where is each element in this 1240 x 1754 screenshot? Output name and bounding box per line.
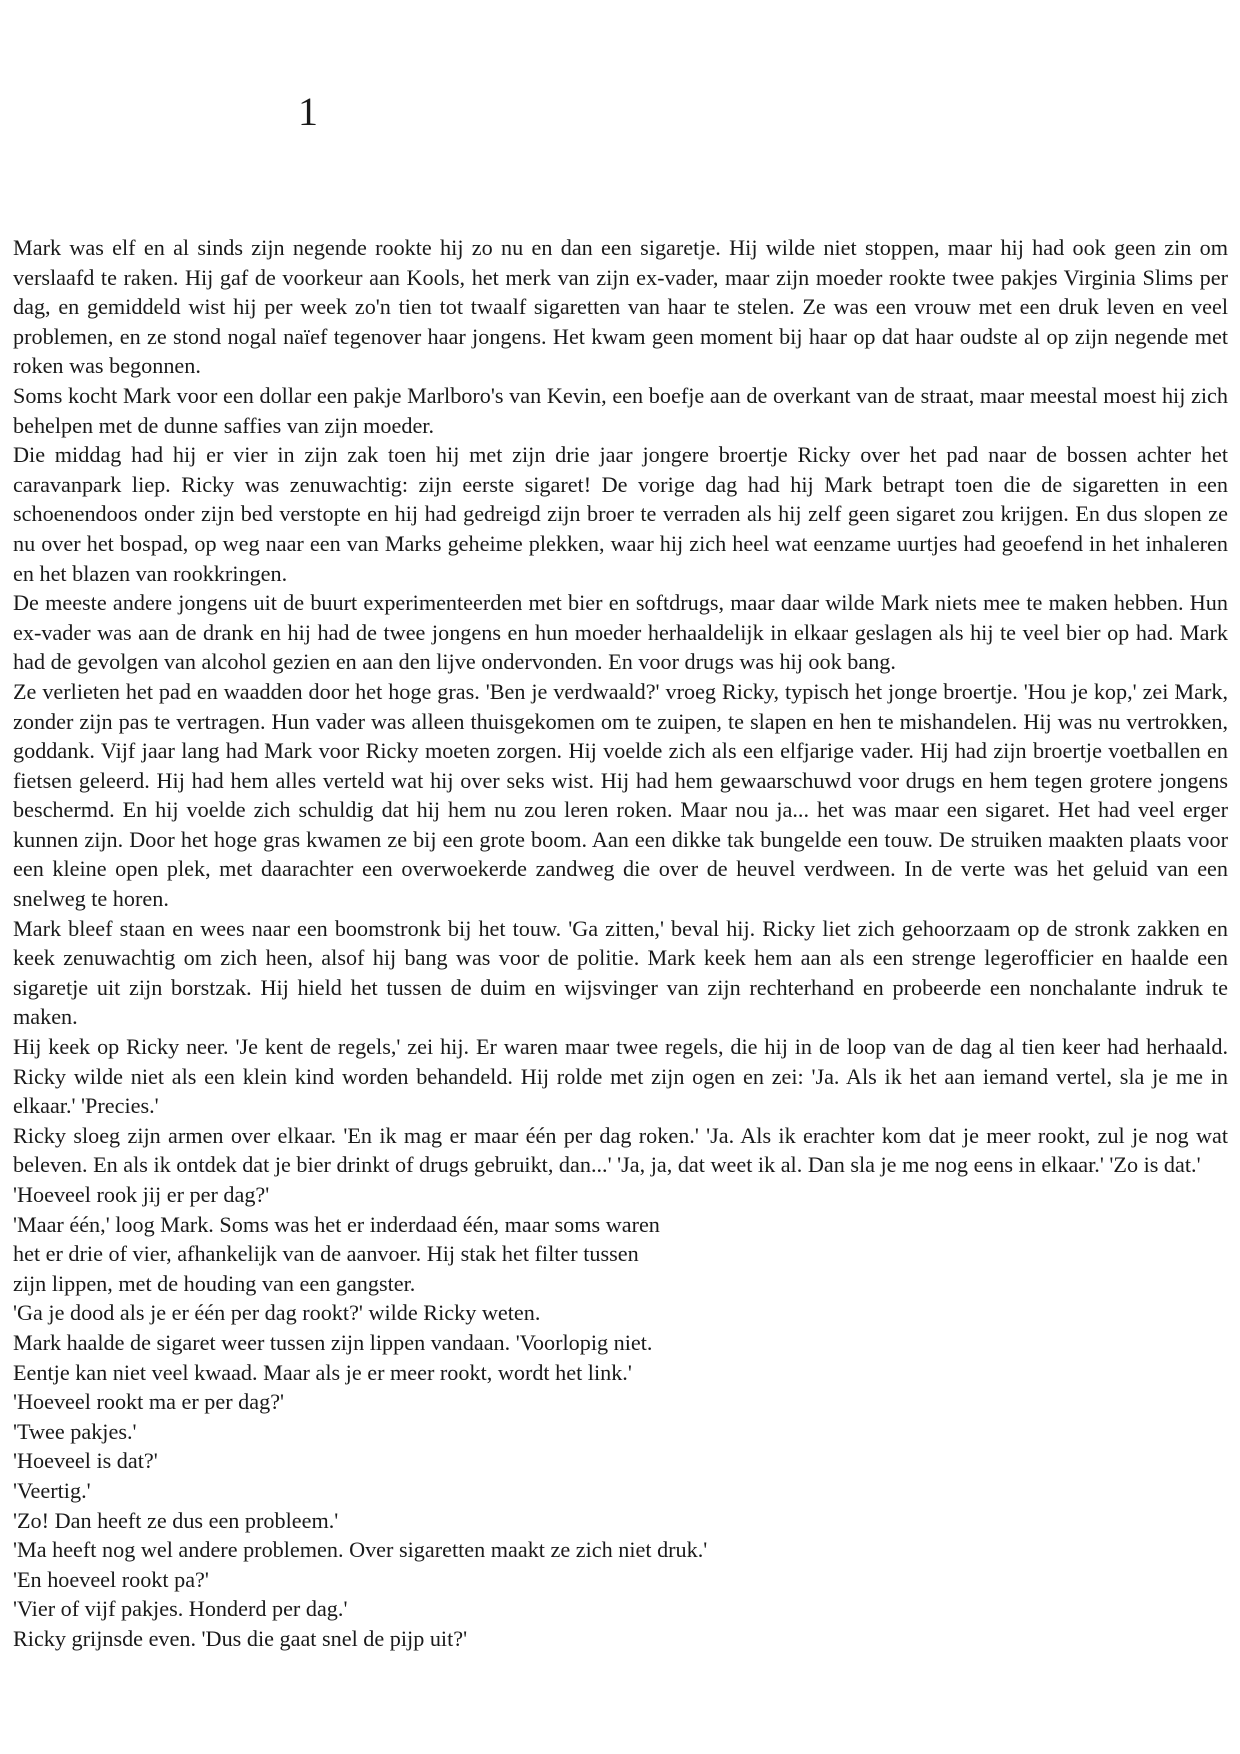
chapter-body <box>13 233 1228 1654</box>
dialogue-line: Eentje kan niet veel kwaad. Maar als je er meer rookt, wordt het link.' <box>13 1359 632 1385</box>
dialogue-line: 'Ga je dood als je er één per dag rookt?' wilde Ricky weten. <box>13 1300 541 1326</box>
dialogue-line: 'En hoeveel rookt pa?' <box>13 1566 209 1592</box>
dialogue-line: 'Veertig.' <box>13 1477 91 1503</box>
dialogue-line: 'Maar één,' loog Mark. Soms was het er inderdaad één, maar soms waren <box>13 1211 660 1237</box>
dialogue-line: 'Zo! Dan heeft ze dus een probleem.' <box>13 1507 339 1533</box>
paragraph: Hij keek op Ricky neer. 'Je kent de regels,' zei hij. Er waren maar twee regels, die hij in de loop van de dag al tien keer had herhaald. Ricky wilde niet als een klein kind worden behandeld. Hij rolde met zijn ogen en zei: 'Ja. Als ik het aan iemand vertel, sla je me in elkaar.' 'Precies.' <box>13 1034 1228 1119</box>
paragraph: Mark was elf en al sinds zijn negende rookte hij zo nu en dan een sigaretje. Hij wilde niet stoppen, maar hij had ook geen zin om verslaafd te raken. Hij gaf de voorkeur aan Kools, het merk van zijn ex-vader, maar zijn moeder rookte twee pakjes Virginia Slims per dag, en gemiddeld wist hij per week zo'n tien tot twaalf sigaretten van haar te stelen. Ze was een vrouw met een druk leven en veel problemen, en ze stond nogal naïef tegenover haar jongens. Het kwam geen moment bij haar op dat haar oudste al op zijn negende met roken was begonnen. <box>13 235 1228 379</box>
paragraph: De meeste andere jongens uit de buurt experimenteerden met bier en softdrugs, maar daar wilde Mark niets mee te maken hebben. Hun ex-vader was aan de drank en hij had de twee jongens en hun moeder herhaaldelijk in elkaar geslagen als hij te veel bier op had. Mark had de gevolgen van alcohol gezien en aan den lijve ondervonden. En voor drugs was hij ook bang. <box>13 590 1228 675</box>
paragraph: Ze verlieten het pad en waadden door het hoge gras. 'Ben je verdwaald?' vroeg Ricky, typisch het jonge broertje. 'Hou je kop,' zei Mark, zonder zijn pas te vertragen. Hun vader was alleen thuisgekomen om te zuipen, te slapen en hen te mishandelen. Hij was nu vertrokken, goddank. Vijf jaar lang had Mark voor Ricky moeten zorgen. Hij voelde zich als een elfjarige vader. Hij had zijn broertje voetballen en fietsen geleerd. Hij had hem alles verteld wat hij over seks wist. Hij had hem gewaarschuwd voor drugs en hem tegen grotere jongens beschermd. En hij voelde zich schuldig dat hij hem nu zou leren roken. Maar nou ja... het was maar een sigaret. Het had veel erger kunnen zijn. Door het hoge gras kwamen ze bij een grote boom. Aan een dikke tak bungelde een touw. De struiken maakten plaats voor een kleine open plek, met daarachter een overwoekerde zandweg die over de heuvel verdween. In de verte was het geluid van een snelweg te horen. <box>13 678 1228 912</box>
dialogue-line: 'Vier of vijf pakjes. Honderd per dag.' <box>13 1596 348 1622</box>
dialogue-line: 'Twee pakjes.' <box>13 1418 137 1444</box>
dialogue-line: 'Ma heeft nog wel andere problemen. Over sigaretten maakt ze zich niet druk.' <box>13 1537 708 1563</box>
paragraph: Ricky sloeg zijn armen over elkaar. 'En ik mag er maar één per dag roken.' 'Ja. Als ik erachter kom dat je meer rookt, zul je nog wat beleven. En als ik ontdek dat je bier drinkt of drugs gebruikt, dan...' 'Ja, ja, dat weet ik al. Dan sla je me nog eens in elkaar.' 'Zo is dat.' <box>13 1122 1228 1178</box>
chapter-number: 1 <box>298 89 318 134</box>
dialogue-line: Ricky grijnsde even. 'Dus die gaat snel de pijp uit?' <box>13 1625 468 1651</box>
dialogue-line: 'Hoeveel is dat?' <box>13 1448 158 1474</box>
paragraph: Die middag had hij er vier in zijn zak toen hij met zijn drie jaar jongere broertje Ricky over het pad naar de bossen achter het caravanpark liep. Ricky was zenuwachtig: zijn eerste sigaret! De vorige dag had hij Mark betrapt toen die de sigaretten in een schoenendoos onder zijn bed verstopte en hij had gedreigd zijn broer te verraden als hij zelf geen sigaret zou krijgen. En dus slopen ze nu over het bospad, op weg naar een van Marks geheime plekken, waar hij zich heel wat eenzame uurtjes had geoefend in het inhaleren en het blazen van rookkringen. <box>13 442 1228 586</box>
dialogue-line: zijn lippen, met de houding van een gangster. <box>13 1270 416 1296</box>
dialogue-line: 'Hoeveel rook jij er per dag?' <box>13 1182 270 1207</box>
dialogue-line: 'Hoeveel rookt ma er per dag?' <box>13 1389 285 1415</box>
paragraph: Soms kocht Mark voor een dollar een pakje Marlboro's van Kevin, een boefje aan de overkant van de straat, maar meestal moest hij zich behelpen met de dunne saffies van zijn moeder. <box>13 382 1228 438</box>
paragraph: Mark bleef staan en wees naar een boomstronk bij het touw. 'Ga zitten,' beval hij. Ricky liet zich gehoorzaam op de stronk zakken en keek zenuwachtig om zich heen, alsof hij bang was voor de politie. Mark keek hem aan als een strenge legerofficier en haalde een sigaretje uit zijn borstzak. Hij hield het tussen de duim en wijsvinger van zijn rechterhand en probeerde een nonchalante indruk te maken. <box>13 915 1228 1030</box>
dialogue-line: het er drie of vier, afhankelijk van de aanvoer. Hij stak het filter tussen <box>13 1241 639 1267</box>
dialogue-line: Mark haalde de sigaret weer tussen zijn lippen vandaan. 'Voorlopig niet. <box>13 1329 653 1355</box>
